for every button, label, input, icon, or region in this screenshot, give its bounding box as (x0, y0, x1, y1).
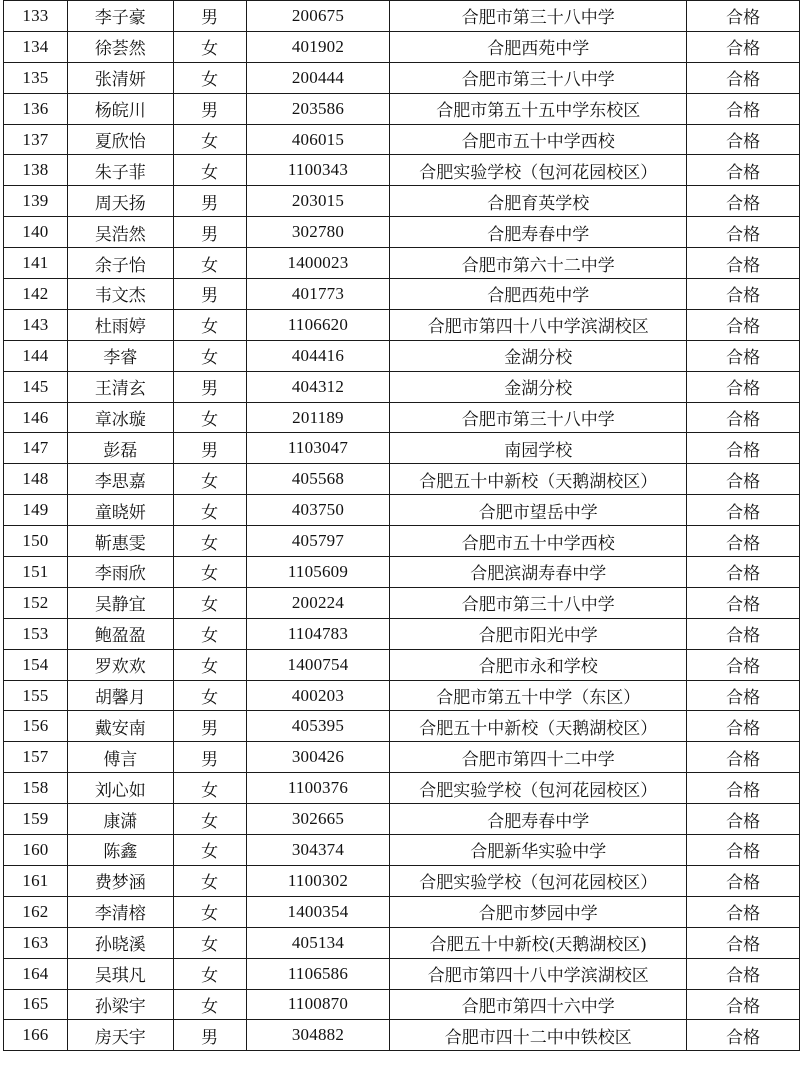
gender-cell: 女 (173, 618, 246, 649)
gender-cell: 女 (173, 804, 246, 835)
student-name-cell: 孙梁宇 (67, 989, 173, 1020)
school-name-cell: 合肥市五十中学西校 (390, 526, 687, 557)
school-name-cell: 合肥五十中新校（天鹅湖校区） (390, 464, 687, 495)
student-id-cell: 1100870 (246, 989, 390, 1020)
student-name-cell: 吴琪凡 (67, 958, 173, 989)
row-number-cell: 164 (4, 958, 68, 989)
school-name-cell: 合肥市第四十六中学 (390, 989, 687, 1020)
student-name-cell: 余子怡 (67, 248, 173, 279)
table-row (4, 587, 800, 618)
school-name-cell: 合肥市第四十八中学滨湖校区 (390, 309, 687, 340)
gender-cell: 女 (173, 587, 246, 618)
school-name-cell: 合肥实验学校（包河花园校区） (390, 865, 687, 896)
school-name-cell: 合肥滨湖寿春中学 (390, 557, 687, 588)
student-id-cell: 1106620 (246, 309, 390, 340)
student-id-cell: 200224 (246, 587, 390, 618)
gender-cell: 男 (173, 217, 246, 248)
result-cell: 合格 (687, 402, 800, 433)
school-name-cell: 合肥寿春中学 (390, 217, 687, 248)
row-number-cell: 155 (4, 680, 68, 711)
table-row (4, 896, 800, 927)
row-number-cell: 153 (4, 618, 68, 649)
student-name-cell: 胡馨月 (67, 680, 173, 711)
row-number-cell: 163 (4, 927, 68, 958)
table-row (4, 865, 800, 896)
gender-cell: 女 (173, 340, 246, 371)
school-name-cell: 合肥西苑中学 (390, 279, 687, 310)
table-row (4, 742, 800, 773)
table-row (4, 989, 800, 1020)
gender-cell: 男 (173, 1, 246, 32)
result-cell: 合格 (687, 680, 800, 711)
student-id-cell: 1100302 (246, 865, 390, 896)
gender-cell: 女 (173, 495, 246, 526)
result-cell: 合格 (687, 186, 800, 217)
table-row (4, 495, 800, 526)
row-number-cell: 154 (4, 649, 68, 680)
result-cell: 合格 (687, 804, 800, 835)
student-name-cell: 王清玄 (67, 371, 173, 402)
student-name-cell: 孙晓溪 (67, 927, 173, 958)
student-id-cell: 1100343 (246, 155, 390, 186)
student-name-cell: 杜雨婷 (67, 309, 173, 340)
row-number-cell: 147 (4, 433, 68, 464)
student-name-cell: 费梦涵 (67, 865, 173, 896)
row-number-cell: 150 (4, 526, 68, 557)
row-number-cell: 165 (4, 989, 68, 1020)
table-row (4, 680, 800, 711)
student-id-cell: 403750 (246, 495, 390, 526)
school-name-cell: 合肥实验学校（包河花园校区） (390, 773, 687, 804)
row-number-cell: 152 (4, 587, 68, 618)
row-number-cell: 142 (4, 279, 68, 310)
school-name-cell: 合肥新华实验中学 (390, 835, 687, 866)
school-name-cell: 合肥市阳光中学 (390, 618, 687, 649)
student-id-cell: 400203 (246, 680, 390, 711)
row-number-cell: 138 (4, 155, 68, 186)
school-name-cell: 合肥市第六十二中学 (390, 248, 687, 279)
row-number-cell: 148 (4, 464, 68, 495)
student-name-cell: 房天宇 (67, 1020, 173, 1051)
table-row (4, 526, 800, 557)
gender-cell: 女 (173, 31, 246, 62)
table-row (4, 186, 800, 217)
school-name-cell: 合肥市第四十二中学 (390, 742, 687, 773)
school-name-cell: 金湖分校 (390, 371, 687, 402)
student-id-cell: 405797 (246, 526, 390, 557)
gender-cell: 女 (173, 464, 246, 495)
result-cell: 合格 (687, 927, 800, 958)
row-number-cell: 159 (4, 804, 68, 835)
student-name-cell: 韦文杰 (67, 279, 173, 310)
result-cell: 合格 (687, 989, 800, 1020)
gender-cell: 女 (173, 62, 246, 93)
row-number-cell: 145 (4, 371, 68, 402)
table-row (4, 402, 800, 433)
result-cell: 合格 (687, 217, 800, 248)
table-row (4, 618, 800, 649)
table-row (4, 124, 800, 155)
school-name-cell: 合肥市第三十八中学 (390, 1, 687, 32)
student-name-cell: 彭磊 (67, 433, 173, 464)
school-name-cell: 合肥市第三十八中学 (390, 62, 687, 93)
student-id-cell: 405395 (246, 711, 390, 742)
school-name-cell: 合肥五十中新校(天鹅湖校区) (390, 927, 687, 958)
student-name-cell: 杨皖川 (67, 93, 173, 124)
row-number-cell: 156 (4, 711, 68, 742)
result-cell: 合格 (687, 93, 800, 124)
gender-cell: 女 (173, 835, 246, 866)
result-cell: 合格 (687, 618, 800, 649)
gender-cell: 男 (173, 186, 246, 217)
student-id-cell: 203015 (246, 186, 390, 217)
student-id-cell: 203586 (246, 93, 390, 124)
table-row (4, 433, 800, 464)
row-number-cell: 151 (4, 557, 68, 588)
row-number-cell: 161 (4, 865, 68, 896)
student-name-cell: 周天扬 (67, 186, 173, 217)
school-name-cell: 合肥五十中新校（天鹅湖校区） (390, 711, 687, 742)
result-cell: 合格 (687, 958, 800, 989)
row-number-cell: 160 (4, 835, 68, 866)
student-id-cell: 304882 (246, 1020, 390, 1051)
table-row (4, 340, 800, 371)
result-cell: 合格 (687, 587, 800, 618)
student-id-cell: 304374 (246, 835, 390, 866)
student-name-cell: 鲍盈盈 (67, 618, 173, 649)
student-name-cell: 李清榕 (67, 896, 173, 927)
gender-cell: 女 (173, 773, 246, 804)
result-cell: 合格 (687, 31, 800, 62)
student-name-cell: 刘心如 (67, 773, 173, 804)
row-number-cell: 158 (4, 773, 68, 804)
table-row (4, 62, 800, 93)
student-name-cell: 吴静宜 (67, 587, 173, 618)
result-cell: 合格 (687, 526, 800, 557)
gender-cell: 女 (173, 309, 246, 340)
table-row (4, 248, 800, 279)
gender-cell: 男 (173, 279, 246, 310)
school-name-cell: 合肥育英学校 (390, 186, 687, 217)
table-row (4, 927, 800, 958)
table-row (4, 371, 800, 402)
result-cell: 合格 (687, 464, 800, 495)
row-number-cell: 139 (4, 186, 68, 217)
gender-cell: 女 (173, 649, 246, 680)
table-row (4, 649, 800, 680)
school-name-cell: 合肥市五十中学西校 (390, 124, 687, 155)
table-row (4, 557, 800, 588)
row-number-cell: 143 (4, 309, 68, 340)
result-cell: 合格 (687, 62, 800, 93)
school-name-cell: 合肥市第三十八中学 (390, 402, 687, 433)
student-name-cell: 朱子菲 (67, 155, 173, 186)
student-id-cell: 201189 (246, 402, 390, 433)
school-name-cell: 金湖分校 (390, 340, 687, 371)
row-number-cell: 135 (4, 62, 68, 93)
row-number-cell: 149 (4, 495, 68, 526)
table-row (4, 958, 800, 989)
student-name-cell: 张清妍 (67, 62, 173, 93)
result-cell: 合格 (687, 557, 800, 588)
gender-cell: 女 (173, 124, 246, 155)
school-name-cell: 合肥市第四十八中学滨湖校区 (390, 958, 687, 989)
gender-cell: 女 (173, 927, 246, 958)
student-id-cell: 401773 (246, 279, 390, 310)
gender-cell: 男 (173, 711, 246, 742)
result-cell: 合格 (687, 711, 800, 742)
school-name-cell: 合肥西苑中学 (390, 31, 687, 62)
student-id-cell: 401902 (246, 31, 390, 62)
school-name-cell: 合肥市望岳中学 (390, 495, 687, 526)
student-name-cell: 夏欣怡 (67, 124, 173, 155)
row-number-cell: 166 (4, 1020, 68, 1051)
student-id-cell: 404416 (246, 340, 390, 371)
table-row (4, 835, 800, 866)
student-name-cell: 傅言 (67, 742, 173, 773)
school-name-cell: 合肥寿春中学 (390, 804, 687, 835)
school-name-cell: 合肥市四十二中中铁校区 (390, 1020, 687, 1051)
gender-cell: 女 (173, 155, 246, 186)
school-name-cell: 合肥市第五十中学（东区） (390, 680, 687, 711)
student-name-cell: 徐荟然 (67, 31, 173, 62)
school-name-cell: 合肥市梦园中学 (390, 896, 687, 927)
gender-cell: 女 (173, 557, 246, 588)
gender-cell: 男 (173, 433, 246, 464)
results-table (3, 0, 800, 1051)
result-cell: 合格 (687, 742, 800, 773)
student-name-cell: 李雨欣 (67, 557, 173, 588)
student-id-cell: 405568 (246, 464, 390, 495)
result-cell: 合格 (687, 1, 800, 32)
row-number-cell: 133 (4, 1, 68, 32)
row-number-cell: 144 (4, 340, 68, 371)
student-name-cell: 戴安南 (67, 711, 173, 742)
student-id-cell: 405134 (246, 927, 390, 958)
table-row (4, 93, 800, 124)
student-id-cell: 300426 (246, 742, 390, 773)
table-row (4, 279, 800, 310)
student-id-cell: 1106586 (246, 958, 390, 989)
student-id-cell: 200675 (246, 1, 390, 32)
result-cell: 合格 (687, 433, 800, 464)
result-cell: 合格 (687, 124, 800, 155)
student-name-cell: 李子豪 (67, 1, 173, 32)
school-name-cell: 合肥市第三十八中学 (390, 587, 687, 618)
row-number-cell: 157 (4, 742, 68, 773)
student-name-cell: 陈鑫 (67, 835, 173, 866)
school-name-cell: 合肥市永和学校 (390, 649, 687, 680)
gender-cell: 女 (173, 248, 246, 279)
student-name-cell: 罗欢欢 (67, 649, 173, 680)
student-id-cell: 1100376 (246, 773, 390, 804)
student-name-cell: 吴浩然 (67, 217, 173, 248)
row-number-cell: 134 (4, 31, 68, 62)
student-name-cell: 康潇 (67, 804, 173, 835)
result-cell: 合格 (687, 835, 800, 866)
results-table-body (4, 1, 800, 1051)
gender-cell: 女 (173, 526, 246, 557)
row-number-cell: 136 (4, 93, 68, 124)
table-row (4, 464, 800, 495)
gender-cell: 女 (173, 865, 246, 896)
table-row (4, 804, 800, 835)
student-name-cell: 靳惠雯 (67, 526, 173, 557)
table-row (4, 711, 800, 742)
student-id-cell: 1400023 (246, 248, 390, 279)
row-number-cell: 146 (4, 402, 68, 433)
student-id-cell: 302780 (246, 217, 390, 248)
student-id-cell: 200444 (246, 62, 390, 93)
school-name-cell: 合肥实验学校（包河花园校区） (390, 155, 687, 186)
student-id-cell: 1105609 (246, 557, 390, 588)
result-cell: 合格 (687, 279, 800, 310)
student-id-cell: 302665 (246, 804, 390, 835)
result-cell: 合格 (687, 865, 800, 896)
result-cell: 合格 (687, 340, 800, 371)
table-row (4, 31, 800, 62)
result-cell: 合格 (687, 896, 800, 927)
student-id-cell: 404312 (246, 371, 390, 402)
gender-cell: 女 (173, 402, 246, 433)
row-number-cell: 137 (4, 124, 68, 155)
student-name-cell: 李睿 (67, 340, 173, 371)
table-row (4, 309, 800, 340)
table-row (4, 155, 800, 186)
gender-cell: 女 (173, 680, 246, 711)
school-name-cell: 南园学校 (390, 433, 687, 464)
table-row (4, 217, 800, 248)
gender-cell: 男 (173, 742, 246, 773)
row-number-cell: 140 (4, 217, 68, 248)
student-name-cell: 童晓妍 (67, 495, 173, 526)
gender-cell: 女 (173, 989, 246, 1020)
student-id-cell: 1400754 (246, 649, 390, 680)
result-cell: 合格 (687, 1020, 800, 1051)
gender-cell: 男 (173, 371, 246, 402)
result-cell: 合格 (687, 773, 800, 804)
student-name-cell: 李思嘉 (67, 464, 173, 495)
student-id-cell: 406015 (246, 124, 390, 155)
gender-cell: 男 (173, 1020, 246, 1051)
student-id-cell: 1103047 (246, 433, 390, 464)
table-row (4, 1, 800, 32)
table-row (4, 1020, 800, 1051)
school-name-cell: 合肥市第五十五中学东校区 (390, 93, 687, 124)
student-id-cell: 1104783 (246, 618, 390, 649)
result-cell: 合格 (687, 309, 800, 340)
student-id-cell: 1400354 (246, 896, 390, 927)
result-cell: 合格 (687, 495, 800, 526)
gender-cell: 女 (173, 896, 246, 927)
result-cell: 合格 (687, 155, 800, 186)
table-row (4, 773, 800, 804)
result-cell: 合格 (687, 248, 800, 279)
gender-cell: 男 (173, 93, 246, 124)
result-cell: 合格 (687, 371, 800, 402)
row-number-cell: 162 (4, 896, 68, 927)
student-name-cell: 章冰璇 (67, 402, 173, 433)
gender-cell: 女 (173, 958, 246, 989)
result-cell: 合格 (687, 649, 800, 680)
row-number-cell: 141 (4, 248, 68, 279)
